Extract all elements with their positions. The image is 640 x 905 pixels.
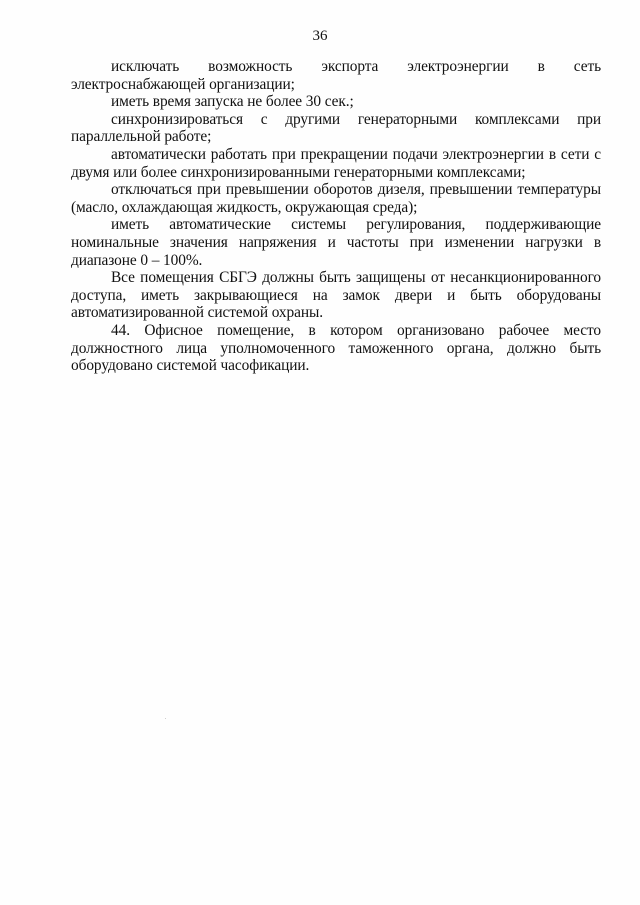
document-body xyxy=(71,58,601,375)
scan-speck xyxy=(165,718,166,719)
list-item-synchronization: синхронизироваться с другими генераторными комплексами при параллельной работе; xyxy=(71,110,601,146)
list-item-regulation: иметь автоматические системы регулирования, поддерживающие номинальные значения напряжения и частоты при изменении нагрузки в диапазоне 0 – 100%. xyxy=(71,216,601,269)
list-item-startup-time: иметь время запуска не более 30 сек.; xyxy=(111,93,354,111)
list-item-automatic-operation: автоматически работать при прекращении подачи электроэнергии в сети с двумя или более синхронизированными генераторными комплексами; xyxy=(71,145,601,181)
list-item-shutdown: отключаться при превышении оборотов дизеля, превышении температуры (масло, охлаждающая жидкость, окружающая среда); xyxy=(71,181,601,216)
paragraph-office-clock-system: 44. Офисное помещение, в котором организовано рабочее место должностного лица уполномоченного таможенного органа, должно быть оборудовано системой часофикации. xyxy=(71,321,601,375)
page-number: 36 xyxy=(312,28,328,44)
list-item-export: исключать возможность экспорта электроэнергии в сеть электроснабжающей организации; xyxy=(71,58,601,93)
paragraph-security: Все помещения СБГЭ должны быть защищены от несанкционированного доступа, иметь закрывающиеся на замок двери и быть оборудованы автоматизированной системой охраны. xyxy=(71,269,601,322)
